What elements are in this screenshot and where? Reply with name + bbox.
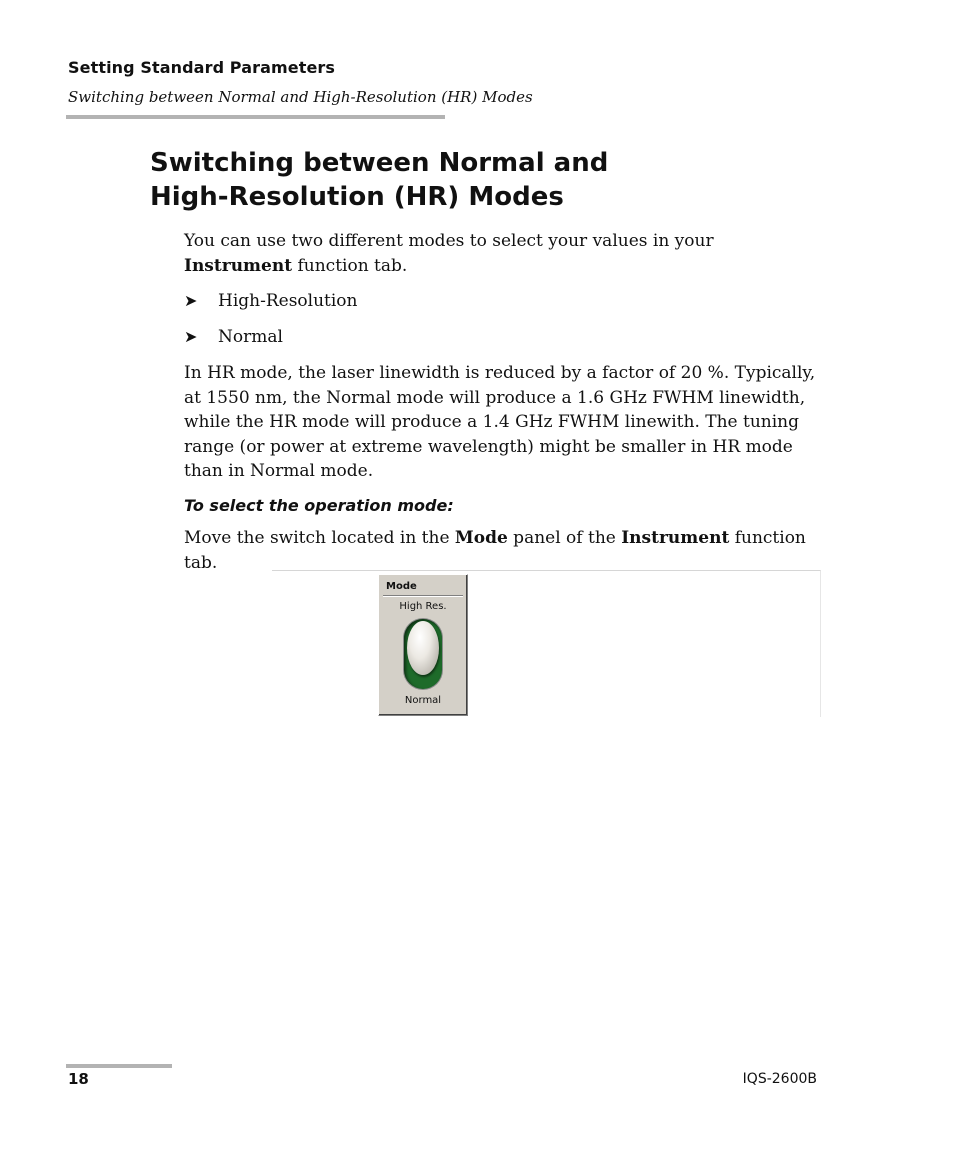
section-heading-line2: High-Resolution (HR) Modes [150,182,564,212]
arrow-bullet-icon: ➤ [184,291,198,310]
intro-text: You can use two different modes to select your values in your [184,231,714,251]
switch-knob-handle[interactable] [407,621,439,675]
mode-panel [378,574,468,716]
instruction-text: Move the switch located in the [184,528,455,548]
instruction-text: panel of the [507,528,622,548]
running-header-title: Setting Standard Parameters [68,58,336,77]
intro-bold-instrument: Instrument [184,255,293,276]
arrow-bullet-icon: ➤ [184,327,198,346]
section-heading [150,146,790,214]
list-item [184,289,358,313]
list-item [184,325,283,349]
intro-paragraph [184,229,824,278]
mode-panel-separator [383,595,463,597]
header-rule [66,115,445,119]
product-name: IQS-2600B [742,1071,817,1087]
list-item-label: High-Resolution [218,291,358,311]
intro-text-end: function tab. [292,255,408,276]
high-res-label: High Res. [399,601,447,612]
instruction-text-end: function tab. [184,528,806,573]
mode-panel-label: Mode [386,581,417,592]
figure-frame [272,570,821,717]
hr-mode-paragraph: In HR mode, the laser linewidth is reduced by a factor of 20 %. Typically, at 1550 nm, the Normal mode will produce a 1.6 GHz FWHM linewidth, while the HR mode will produce a 1.4 GHz FWHM linewith. The tuning range (or power at extreme wavelength) might be smaller in HR mode than in Normal mode. [184,363,816,481]
instruction-bold-mode: Mode [454,528,508,548]
list-item-label: Normal [218,327,283,347]
instruction-paragraph [184,526,824,575]
normal-label: Normal [404,695,442,706]
instruction-bold-instrument: Instrument [621,528,730,548]
page-number: 18 [68,1070,89,1088]
procedure-title: To select the operation mode: [184,496,454,515]
footer-rule [66,1064,172,1068]
section-heading-line1: Switching between Normal and [150,148,609,178]
running-header-subtitle: Switching between Normal and High-Resolution (HR) Modes [68,88,533,106]
mode-toggle-switch[interactable] [404,619,442,689]
